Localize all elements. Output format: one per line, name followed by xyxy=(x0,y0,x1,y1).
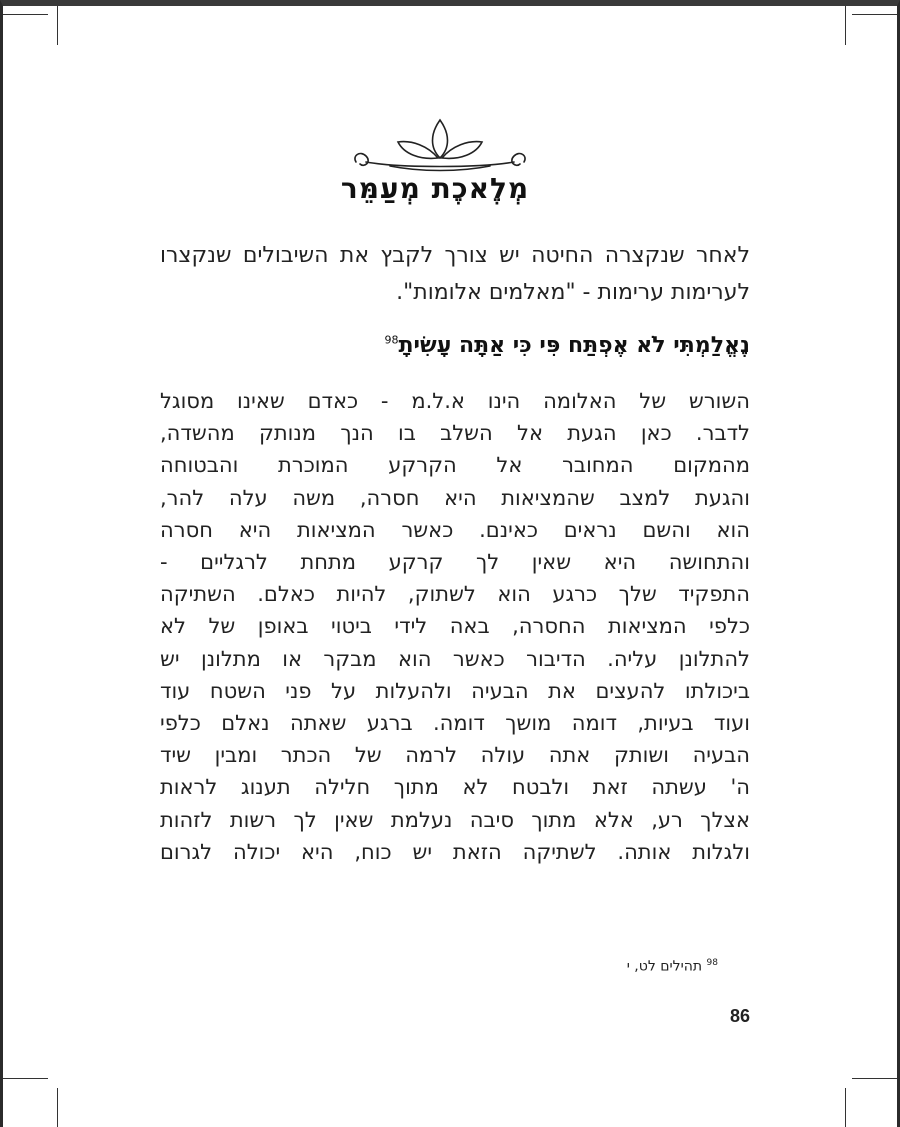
body-paragraph xyxy=(160,385,750,868)
footnote-text: תהילים לט, י xyxy=(626,958,703,975)
footnote xyxy=(460,958,718,975)
body-line: ה' עשתה זאת ולבטח לא מתוך חלילה תענוג לראות xyxy=(160,775,750,800)
body-line: השורש של האלומה הינו א.ל.מ - כאדם שאינו מסוגל xyxy=(160,389,750,413)
body-line: לדבר. כאן הגעת אל השלב בו הנך מנותק מהשדה, xyxy=(160,421,750,446)
page-number: 86 xyxy=(729,1006,750,1026)
body-line: ביכולתו להעצים את הבעיה ולהעלות על פני השטח עוד xyxy=(160,678,750,703)
chapter-title: מְלֶאכֶת מְעַמֵּר xyxy=(340,172,530,205)
intro-paragraph: לאחר שנקצרה החיטה יש צורך לקבץ את השיבולים שנקצרו לערימות ערימות - "מאלמים אלומות". xyxy=(160,243,750,305)
crop-mark-top-right-h xyxy=(852,14,900,15)
body-line: ולגלות אותה. לשתיקה הזאת יש כוח, היא יכולה לגרום xyxy=(160,839,750,864)
body-line: מהמקום המחובר אל הקרקע המוכרת והבטוחה xyxy=(160,453,750,478)
crop-mark-top-left-h xyxy=(0,14,48,15)
crop-mark-top-right-v xyxy=(845,0,846,45)
body-line: כלפי המציאות החסרה, באה לידי ביטוי באופן של לא xyxy=(160,614,750,639)
crop-mark-bottom-right-v xyxy=(845,1088,846,1127)
body-line: התפקיד שלך כרגע הוא לשתוק, להיות כאלם. השתיקה xyxy=(160,582,750,607)
body-line: אצלך רע, אלא מתוך סיבה נעלמת שאין לך רשות לזהות xyxy=(160,807,750,832)
verse-heading xyxy=(300,333,750,358)
body-line: והתחושה היא שאין לך קרקע מתחת לרגליים - xyxy=(160,550,750,575)
body-line: והגעת למצב שהמציאות היא חסרה, משה עלה להר, xyxy=(160,485,750,510)
crop-mark-bottom-left-v xyxy=(57,1088,58,1127)
verse-text: נֶאֱלַמְתִּי לֹא אֶפְתַּח פִּי כִּי אַתָּה עָשִׂיתָ xyxy=(398,333,750,358)
crop-mark-bottom-left-h xyxy=(0,1078,48,1079)
crop-mark-top-left-v xyxy=(57,0,58,45)
body-line: ועוד בעיות, דומה מושך דומה. ברגע שאתה נאלם כלפי xyxy=(160,711,750,736)
footnote-number: 98 xyxy=(706,958,718,968)
body-line: הוא והשם נראים כאינם. כאשר המציאות היא חסרה xyxy=(160,517,750,542)
crop-mark-bottom-right-h xyxy=(852,1078,900,1079)
body-line: להתלונן עליה. הדיבור כאשר הוא מבקר או מתלונן יש xyxy=(160,646,750,671)
verse-footnote-ref: 98 xyxy=(384,333,399,347)
body-line: הבעיה ושותק אתה עולה לרמה של הכתר ומבין שיד xyxy=(160,743,750,768)
